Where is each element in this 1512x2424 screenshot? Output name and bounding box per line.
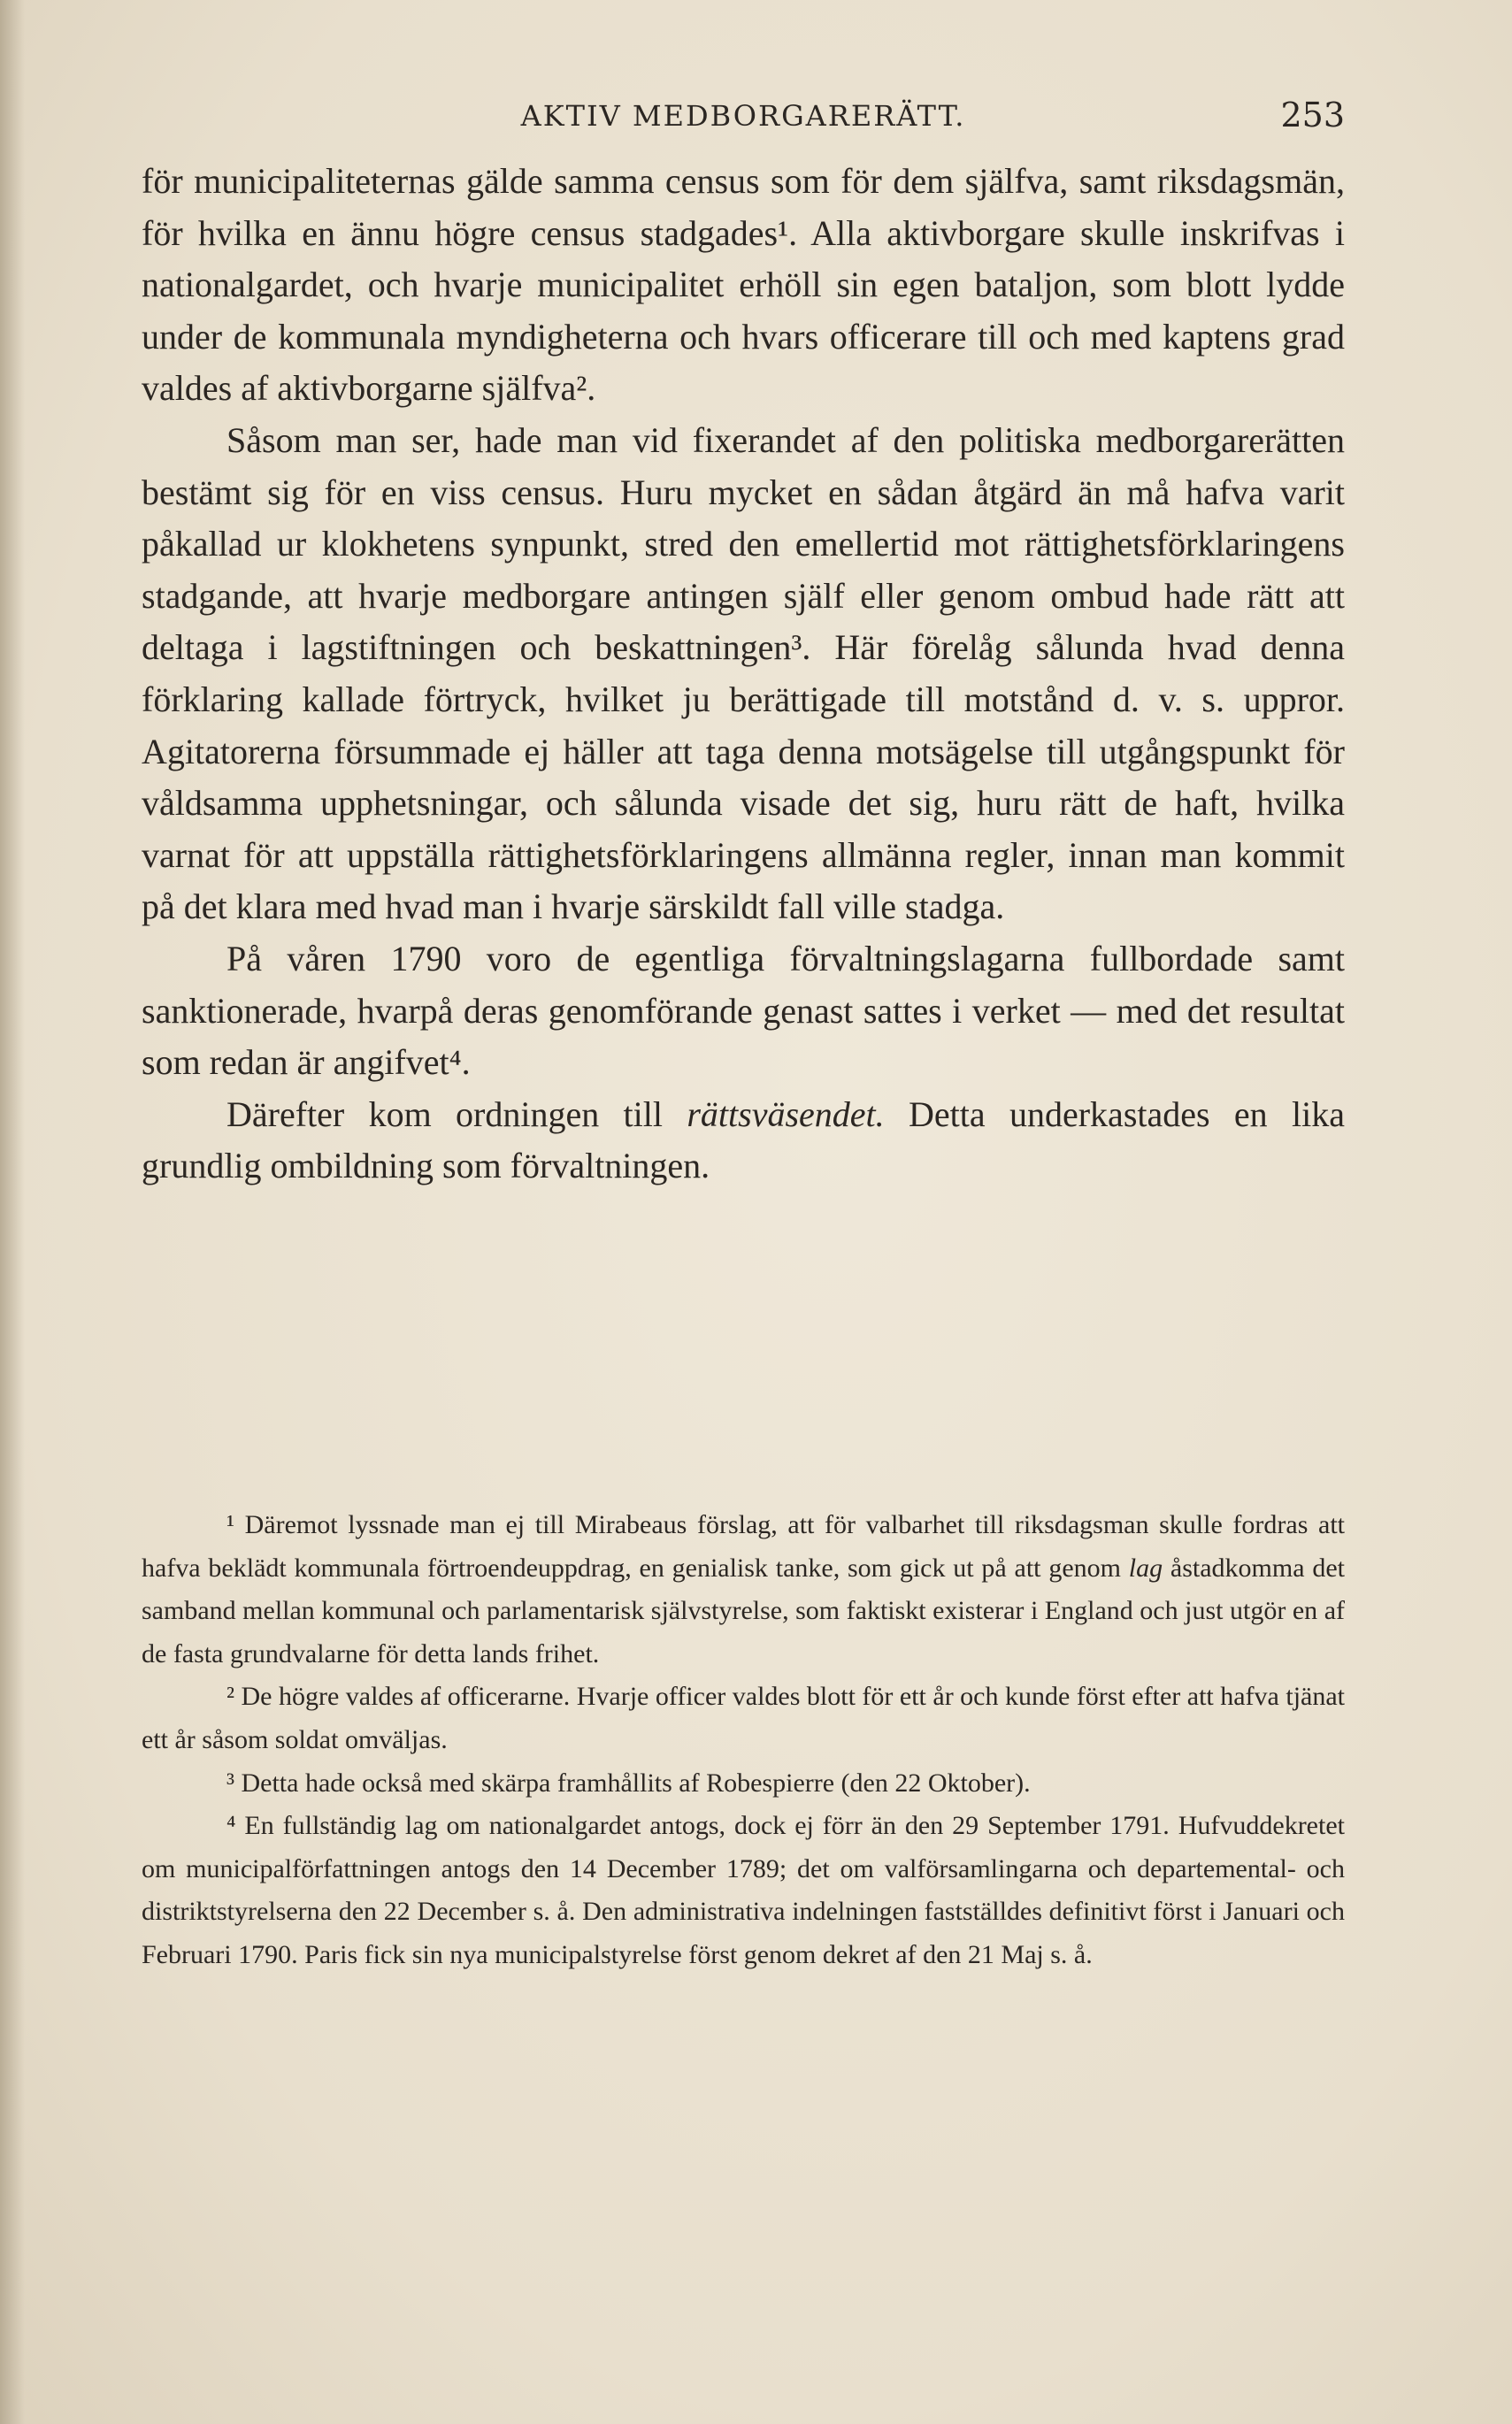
footnote-1-text-end: åstadkomma det samband mellan kommunal och parlamentarisk självstyrelse, som faktiskt existerar i England och just utgör en af de fasta grundvalarne för detta lands frihet. [142, 1553, 1345, 1668]
footnote-1-emphasis: lag [1128, 1553, 1163, 1583]
paragraph-4-emphasis: rättsväsendet. [687, 1093, 885, 1134]
paragraph-3: På våren 1790 voro de egentliga förvaltningslagarna fullbordade samt sanktionerade, hvarpå deras genomförande genast sattes i verket — med det resultat som redan är angifvet⁴. [142, 938, 1345, 1083]
footnotes [142, 1504, 1345, 1977]
paragraph-4 [142, 1089, 1345, 1193]
paragraph-1: för municipaliteternas gälde samma census som för dem själfva, samt riksdagsmän, för hvilka en ännu högre census stadgades¹. Alla aktivborgare skulle inskrifvas i nationalgardet, och hvarje municipalitet erhöll sin egen bataljon, som blott lydde under de kommunala myndigheterna och hvars officerare till och med kaptens grad valdes af aktivborgarne själfva². [142, 161, 1345, 409]
footnote-2: ² De högre valdes af officerarne. Hvarje officer valdes blott för ett år och kunde först efter att hafva tjänat ett år såsom soldat omväljas. [142, 1682, 1345, 1754]
page-number: 253 [1280, 96, 1345, 134]
running-head: AKTIV MEDBORGARERÄTT. [520, 99, 966, 133]
body-text [142, 156, 1345, 1193]
footnote-1-text: ¹ Däremot lyssnade man ej till Mirabeaus förslag, att för valbarhet till riksdagsman skulle fordras att hafva beklädt kommunala förtroendeuppdrag, en genialisk tanke, som gick ut på att genom [142, 1510, 1345, 1583]
paragraph-4-text-end: Detta underkastades en lika grundlig ombildning som förvaltningen. [142, 1093, 1345, 1186]
paragraph-4-text: Därefter kom ordningen till [226, 1093, 687, 1134]
page-spine-shadow [0, 0, 25, 2424]
footnote-1 [142, 1504, 1345, 1676]
footnote-4: ⁴ En fullständig lag om nationalgardet antogs, dock ej förr än den 29 September 1791. Hufvuddekretet om municipalförfattningen antogs den 14 December 1789; det om valförsamlingarna och departemental- och distriktstyrelserna den 22 December s. å. Den administrativa indelningen fastställdes definitivt först i Januari och Februari 1790. Paris fick sin nya municipalstyrelse först genom dekret af den 21 Maj s. å. [142, 1811, 1345, 1969]
page-header [142, 96, 1345, 140]
paragraph-2: Såsom man ser, hade man vid fixerandet af den politiska medborgarerätten bestämt sig för en viss census. Huru mycket en sådan åtgärd än må hafva varit påkallad ur klokhetens synpunkt, stred den emellertid mot rättighetsförklaringens stadgande, att hvarje medborgare antingen själf eller genom ombud hade rätt att deltaga i lagstiftningen och beskattningen³. Här förelåg sålunda hvad denna förklaring kallade förtryck, hvilket ju berättigade till motstånd d. v. s. uppror. Agitatorerna försummade ej häller att taga denna motsägelse till utgångspunkt för våldsamma upphetsningar, och sålunda visade det sig, huru rätt de haft, hvilka varnat för att uppställa rättighetsförklaringens allmänna regler, innan man kommit på det klara med hvad man i hvarje särskildt fall ville stadga. [142, 419, 1345, 927]
footnote-3: ³ Detta hade också med skärpa framhållits af Robespierre (den 22 Oktober). [226, 1768, 1031, 1798]
